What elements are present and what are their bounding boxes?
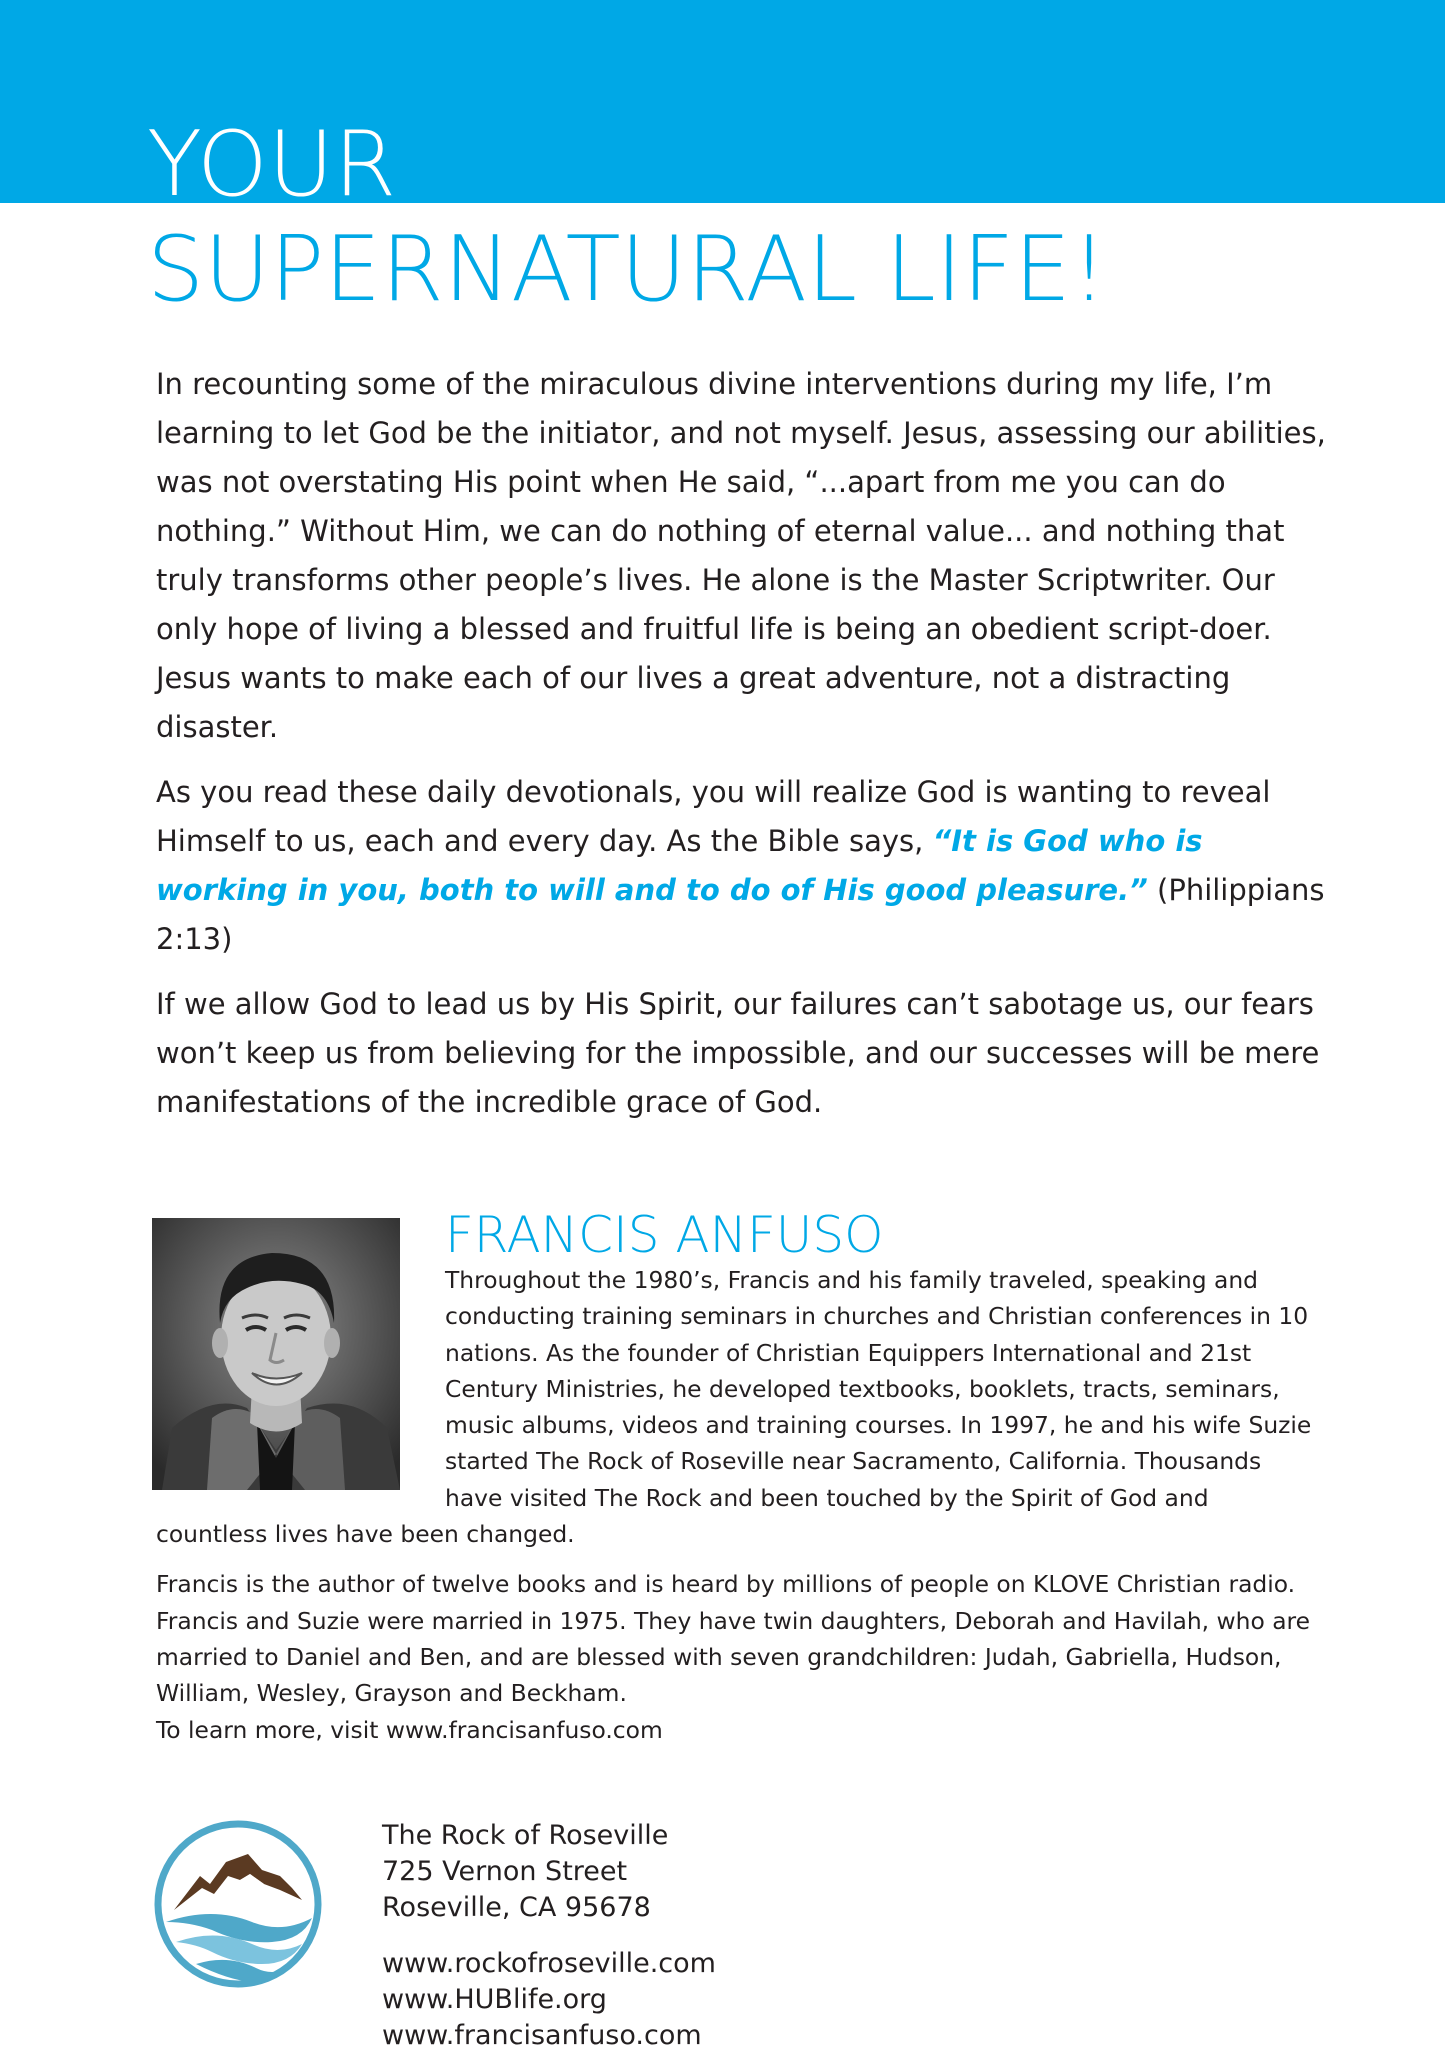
bio-paragraph-1: Throughout the 1980’s, Francis and his family traveled, speaking and conducting training seminars in churches and Christian conferences in 10 nations. As the founder of Christian Equippers International and 21st Century Ministries, he developed textbooks, booklets, tracts, seminars, music albums, videos and training courses. In 1997, he and his wife Suzie started The Rock of Roseville near Sacramento, California. Thousands have visited The Rock and been touched by the Spirit of God and countless lives have been changed. [156,1266,1312,1549]
intro-paragraph-2-lead: As you read these daily devotionals, you will realize God is wanting to reveal Himself to us, each and every day. As the Bible says, [156,775,1271,858]
intro-paragraph-2 [156,768,1336,964]
contact-city: Roseville, CA 95678 [382,1892,651,1923]
mountain-logo-icon [152,1818,324,1990]
scripture-reference: (Philippians 2:13) [156,873,1325,956]
contact-street: 725 Vernon Street [382,1856,628,1887]
rock-of-roseville-logo [152,1818,324,1990]
author-bio [156,1262,1316,1748]
bio-learn-more: To learn more, visit www.francisanfuso.com [156,1715,663,1744]
contact-block [382,1818,716,2054]
contact-org: The Rock of Roseville [382,1820,669,1851]
page-title-line1: YOUR [147,112,397,217]
page-title-line2: SUPERNATURAL LIFE! [147,217,1108,322]
intro-paragraph-1: In recounting some of the miraculous divine interventions during my life, I’m learning to let God be the initiator, and not myself. Jesus, assessing our abilities, was not overstating His point when He said, “...apart from me you can do nothing.” Without Him, we can do nothing of eternal value... and nothing that truly transforms other people’s lives. He alone is the Master Scriptwriter. Our only hope of living a blessed and fruitful life is being an obedient script-doer. Jesus wants to make each of our lives a great adventure, not a distracting disaster. [156,367,1326,744]
link-hublife[interactable]: www.HUBlife.org [382,1984,607,2015]
photo-wrap-spacer [156,1262,445,1511]
page-title [147,112,1107,322]
scripture-quote: “It is God who is working in you, both to will and to do of His good pleasure.” [156,824,1203,907]
author-name: FRANCIS ANFUSO [445,1206,884,1264]
link-rockofroseville[interactable]: www.rockofroseville.com [382,1948,716,1979]
intro-paragraph-3: If we allow God to lead us by His Spirit, our failures can’t sabotage us, our fears won’t keep us from believing for the impossible, and our successes will be mere manifestations of the incredible grace of God. [156,987,1320,1119]
bio-paragraph-2: Francis is the author of twelve books and is heard by millions of people on KLOVE Christian radio. Francis and Suzie were married in 1975. They have twin daughters, Deborah and Havilah, who are married to Daniel and Ben, and are blessed with seven grandchildren: Judah, Gabriella, Hudson, William, Wesley, Grayson and Beckham. [156,1570,1311,1708]
intro-text [156,360,1336,1143]
link-francisanfuso[interactable]: www.francisanfuso.com [382,2020,702,2051]
